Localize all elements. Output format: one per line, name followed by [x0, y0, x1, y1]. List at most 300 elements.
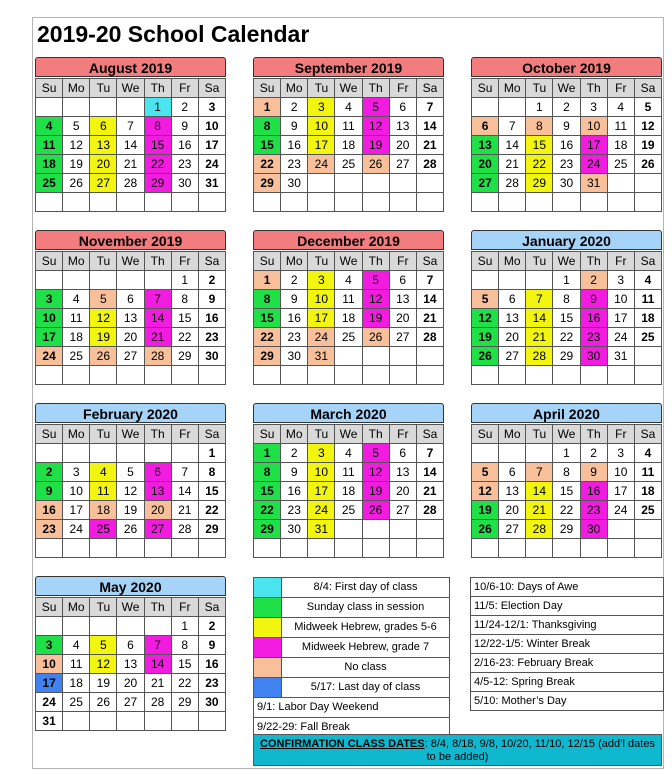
day-cell: 20: [390, 482, 417, 501]
day-cell: 4: [90, 463, 117, 482]
empty-cell: [472, 193, 499, 212]
day-cell: 28: [417, 501, 444, 520]
day-cell: 5: [363, 444, 390, 463]
empty-cell: [363, 539, 390, 558]
empty-cell: [90, 444, 117, 463]
day-cell: 13: [499, 482, 526, 501]
legend-label: Sunday class in session: [306, 601, 425, 613]
weekday-label: Th: [363, 425, 390, 444]
day-cell: 12: [635, 117, 662, 136]
empty-cell: [281, 366, 308, 385]
day-cell: 25: [63, 693, 90, 712]
day-cell: 1: [172, 617, 199, 636]
day-cell: 15: [172, 655, 199, 674]
day-cell: 16: [281, 482, 308, 501]
empty-cell: [553, 539, 580, 558]
day-cell: 30: [581, 347, 608, 366]
day-cell: 17: [36, 674, 63, 693]
empty-cell: [172, 539, 199, 558]
day-cell: 29: [172, 347, 199, 366]
month-grid: [253, 424, 444, 558]
empty-cell: [499, 539, 526, 558]
empty-cell: [117, 712, 144, 731]
weekday-label: Fr: [390, 425, 417, 444]
day-cell: 3: [308, 98, 335, 117]
day-cell: 18: [335, 136, 362, 155]
empty-cell: [635, 366, 662, 385]
empty-cell: [117, 617, 144, 636]
empty-cell: [499, 271, 526, 290]
day-cell: 28: [145, 347, 172, 366]
weekday-label: Mo: [499, 79, 526, 98]
empty-cell: [90, 539, 117, 558]
day-cell: 29: [254, 174, 281, 193]
day-cell: 6: [390, 444, 417, 463]
day-cell: 3: [608, 271, 635, 290]
day-cell: 5: [363, 271, 390, 290]
day-cell: 15: [553, 309, 580, 328]
day-cell: 11: [63, 655, 90, 674]
day-cell: 7: [417, 444, 444, 463]
empty-cell: [199, 193, 226, 212]
month-calendar: [35, 576, 226, 731]
day-cell: 21: [417, 482, 444, 501]
weekday-label: Sa: [635, 79, 662, 98]
day-cell: 8: [526, 117, 553, 136]
day-cell: 18: [90, 501, 117, 520]
day-cell: 7: [499, 117, 526, 136]
day-cell: 29: [199, 520, 226, 539]
day-cell: 11: [335, 463, 362, 482]
day-cell: 26: [363, 155, 390, 174]
weekday-label: Tu: [526, 79, 553, 98]
weekday-label: Sa: [199, 79, 226, 98]
day-cell: 22: [172, 674, 199, 693]
day-cell: 22: [172, 328, 199, 347]
month-calendar: [471, 57, 662, 212]
day-cell: 12: [363, 290, 390, 309]
day-cell: 30: [581, 520, 608, 539]
day-cell: 1: [254, 271, 281, 290]
empty-cell: [254, 366, 281, 385]
weekday-label: Su: [254, 425, 281, 444]
weekday-label: Tu: [90, 252, 117, 271]
empty-cell: [608, 193, 635, 212]
empty-cell: [254, 539, 281, 558]
day-cell: 2: [281, 444, 308, 463]
legend-note-text: 9/1: Labor Day Weekend: [257, 701, 379, 713]
day-cell: 28: [499, 174, 526, 193]
empty-cell: [117, 98, 144, 117]
day-cell: 5: [472, 290, 499, 309]
month-calendar: [471, 403, 662, 558]
day-cell: 25: [63, 347, 90, 366]
weekday-label: Th: [581, 425, 608, 444]
day-cell: 28: [117, 174, 144, 193]
weekday-label: Tu: [526, 252, 553, 271]
day-cell: 6: [390, 98, 417, 117]
legend-row: [254, 638, 450, 658]
day-cell: 25: [335, 155, 362, 174]
day-cell: 13: [117, 309, 144, 328]
day-cell: 3: [36, 636, 63, 655]
empty-cell: [63, 366, 90, 385]
empty-cell: [390, 347, 417, 366]
day-cell: 28: [526, 347, 553, 366]
day-cell: 9: [199, 290, 226, 309]
day-cell: 13: [472, 136, 499, 155]
day-cell: 8: [553, 290, 580, 309]
day-cell: 7: [417, 98, 444, 117]
weekday-label: We: [553, 425, 580, 444]
weekday-label: Mo: [499, 252, 526, 271]
weekday-label: Mo: [63, 425, 90, 444]
day-cell: 24: [36, 347, 63, 366]
month-title: November 2019: [35, 230, 226, 250]
weekday-label: We: [335, 252, 362, 271]
weekday-label: Su: [472, 79, 499, 98]
empty-cell: [63, 617, 90, 636]
day-cell: 29: [254, 347, 281, 366]
day-cell: 31: [199, 174, 226, 193]
day-cell: 17: [308, 309, 335, 328]
day-cell: 13: [390, 463, 417, 482]
weekday-label: Tu: [308, 79, 335, 98]
day-cell: 21: [145, 328, 172, 347]
day-cell: 11: [608, 117, 635, 136]
day-cell: 3: [199, 98, 226, 117]
weekday-label: Fr: [172, 598, 199, 617]
empty-cell: [499, 98, 526, 117]
empty-cell: [90, 271, 117, 290]
empty-cell: [90, 366, 117, 385]
empty-cell: [335, 174, 362, 193]
day-cell: 7: [526, 463, 553, 482]
day-cell: 26: [63, 174, 90, 193]
day-cell: 12: [63, 136, 90, 155]
day-cell: 17: [36, 328, 63, 347]
day-cell: 5: [363, 98, 390, 117]
day-cell: 31: [308, 347, 335, 366]
legend-swatch: [254, 578, 282, 597]
weekday-label: Th: [145, 598, 172, 617]
day-cell: 10: [36, 655, 63, 674]
weekday-label: We: [335, 425, 362, 444]
day-cell: 23: [553, 155, 580, 174]
day-cell: 17: [608, 309, 635, 328]
holiday-item: 2/16-23: February Break: [471, 654, 663, 673]
day-cell: 7: [417, 271, 444, 290]
legend-swatch: [254, 598, 282, 617]
day-cell: 6: [472, 117, 499, 136]
day-cell: 4: [335, 271, 362, 290]
month-grid: [35, 424, 226, 558]
day-cell: 1: [199, 444, 226, 463]
day-cell: 30: [199, 347, 226, 366]
day-cell: 1: [172, 271, 199, 290]
day-cell: 4: [635, 444, 662, 463]
day-cell: 10: [608, 463, 635, 482]
day-cell: 24: [608, 328, 635, 347]
empty-cell: [63, 271, 90, 290]
empty-cell: [199, 712, 226, 731]
day-cell: 2: [172, 98, 199, 117]
legend-label: No class: [344, 661, 387, 673]
day-cell: 21: [117, 155, 144, 174]
weekday-label: We: [117, 425, 144, 444]
empty-cell: [417, 347, 444, 366]
weekday-label: Fr: [608, 425, 635, 444]
day-cell: 20: [117, 328, 144, 347]
day-cell: 14: [526, 309, 553, 328]
weekday-label: Fr: [172, 425, 199, 444]
holiday-list: [470, 577, 664, 711]
day-cell: 20: [90, 155, 117, 174]
day-cell: 27: [472, 174, 499, 193]
day-cell: 19: [363, 309, 390, 328]
weekday-label: Fr: [172, 79, 199, 98]
day-cell: 8: [254, 290, 281, 309]
weekday-label: Fr: [608, 252, 635, 271]
day-cell: 14: [145, 655, 172, 674]
day-cell: 19: [63, 155, 90, 174]
month-grid: [253, 251, 444, 385]
legend-label: Midweek Hebrew, grades 5-6: [294, 621, 437, 633]
day-cell: 2: [199, 271, 226, 290]
day-cell: 25: [635, 328, 662, 347]
empty-cell: [145, 539, 172, 558]
day-cell: 11: [635, 290, 662, 309]
month-grid: [471, 78, 662, 212]
day-cell: 9: [199, 636, 226, 655]
day-cell: 21: [499, 155, 526, 174]
empty-cell: [36, 98, 63, 117]
empty-cell: [335, 520, 362, 539]
day-cell: 3: [36, 290, 63, 309]
legend-row: [254, 578, 450, 598]
day-cell: 14: [117, 136, 144, 155]
day-cell: 18: [608, 136, 635, 155]
day-cell: 12: [472, 482, 499, 501]
day-cell: 17: [63, 501, 90, 520]
empty-cell: [553, 193, 580, 212]
day-cell: 20: [390, 309, 417, 328]
weekday-label: Th: [145, 79, 172, 98]
month-title: September 2019: [253, 57, 444, 77]
weekday-label: Th: [363, 252, 390, 271]
empty-cell: [308, 539, 335, 558]
day-cell: 15: [199, 482, 226, 501]
weekday-label: Tu: [90, 79, 117, 98]
day-cell: 17: [308, 482, 335, 501]
empty-cell: [417, 520, 444, 539]
day-cell: 16: [199, 309, 226, 328]
day-cell: 10: [63, 482, 90, 501]
day-cell: 11: [63, 309, 90, 328]
empty-cell: [635, 174, 662, 193]
empty-cell: [472, 366, 499, 385]
empty-cell: [63, 98, 90, 117]
day-cell: 18: [63, 674, 90, 693]
empty-cell: [90, 193, 117, 212]
day-cell: 9: [281, 117, 308, 136]
day-cell: 23: [199, 674, 226, 693]
month-calendar: [35, 403, 226, 558]
day-cell: 27: [90, 174, 117, 193]
day-cell: 15: [172, 309, 199, 328]
empty-cell: [635, 193, 662, 212]
day-cell: 31: [608, 347, 635, 366]
day-cell: 5: [117, 463, 144, 482]
day-cell: 16: [281, 136, 308, 155]
day-cell: 31: [308, 520, 335, 539]
weekday-label: We: [553, 79, 580, 98]
empty-cell: [472, 271, 499, 290]
weekday-label: Th: [581, 79, 608, 98]
day-cell: 25: [335, 501, 362, 520]
day-cell: 8: [553, 463, 580, 482]
day-cell: 19: [635, 136, 662, 155]
day-cell: 5: [635, 98, 662, 117]
empty-cell: [117, 271, 144, 290]
day-cell: 16: [581, 482, 608, 501]
empty-cell: [363, 520, 390, 539]
day-cell: 1: [526, 98, 553, 117]
empty-cell: [308, 193, 335, 212]
empty-cell: [117, 444, 144, 463]
day-cell: 31: [581, 174, 608, 193]
day-cell: 2: [281, 98, 308, 117]
day-cell: 23: [281, 155, 308, 174]
month-title: May 2020: [35, 576, 226, 596]
day-cell: 3: [581, 98, 608, 117]
day-cell: 3: [308, 271, 335, 290]
day-cell: 4: [335, 98, 362, 117]
day-cell: 15: [254, 482, 281, 501]
empty-cell: [172, 366, 199, 385]
weekday-label: Mo: [281, 252, 308, 271]
day-cell: 9: [553, 117, 580, 136]
day-cell: 20: [117, 674, 144, 693]
day-cell: 30: [281, 174, 308, 193]
day-cell: 26: [472, 520, 499, 539]
empty-cell: [63, 193, 90, 212]
day-cell: 27: [117, 347, 144, 366]
day-cell: 9: [281, 463, 308, 482]
weekday-label: Th: [581, 252, 608, 271]
empty-cell: [417, 193, 444, 212]
empty-cell: [526, 366, 553, 385]
day-cell: 8: [145, 117, 172, 136]
legend-row: [254, 618, 450, 638]
day-cell: 9: [172, 117, 199, 136]
month-title: February 2020: [35, 403, 226, 423]
day-cell: 6: [117, 290, 144, 309]
day-cell: 4: [608, 98, 635, 117]
month-grid: [471, 251, 662, 385]
month-calendar: [35, 230, 226, 385]
empty-cell: [281, 539, 308, 558]
legend-note: [254, 698, 450, 718]
day-cell: 24: [608, 501, 635, 520]
legend-label: 8/4: First day of class: [313, 581, 418, 593]
empty-cell: [254, 193, 281, 212]
day-cell: 6: [145, 463, 172, 482]
empty-cell: [90, 617, 117, 636]
day-cell: 30: [281, 520, 308, 539]
day-cell: 23: [581, 328, 608, 347]
day-cell: 8: [199, 463, 226, 482]
day-cell: 14: [417, 463, 444, 482]
day-cell: 23: [199, 328, 226, 347]
weekday-label: Tu: [90, 425, 117, 444]
empty-cell: [145, 366, 172, 385]
day-cell: 11: [635, 463, 662, 482]
day-cell: 31: [36, 712, 63, 731]
day-cell: 3: [63, 463, 90, 482]
empty-cell: [499, 193, 526, 212]
day-cell: 10: [308, 463, 335, 482]
empty-cell: [390, 539, 417, 558]
empty-cell: [36, 193, 63, 212]
day-cell: 16: [199, 655, 226, 674]
empty-cell: [390, 193, 417, 212]
weekday-label: Fr: [390, 252, 417, 271]
empty-cell: [581, 193, 608, 212]
day-cell: 30: [199, 693, 226, 712]
weekday-label: Fr: [172, 252, 199, 271]
day-cell: 4: [63, 290, 90, 309]
day-cell: 13: [390, 117, 417, 136]
day-cell: 15: [526, 136, 553, 155]
day-cell: 5: [472, 463, 499, 482]
weekday-label: Su: [36, 425, 63, 444]
day-cell: 9: [581, 290, 608, 309]
legend-row: [254, 678, 450, 698]
month-calendar: [253, 57, 444, 212]
empty-cell: [363, 366, 390, 385]
month-grid: [471, 424, 662, 558]
day-cell: 2: [36, 463, 63, 482]
empty-cell: [117, 193, 144, 212]
day-cell: 12: [363, 463, 390, 482]
day-cell: 29: [526, 174, 553, 193]
empty-cell: [172, 193, 199, 212]
weekday-label: Mo: [499, 425, 526, 444]
day-cell: 9: [281, 290, 308, 309]
day-cell: 29: [172, 693, 199, 712]
weekday-label: We: [335, 79, 362, 98]
day-cell: 24: [308, 155, 335, 174]
legend: [253, 577, 450, 738]
day-cell: 24: [199, 155, 226, 174]
empty-cell: [145, 193, 172, 212]
day-cell: 7: [145, 290, 172, 309]
day-cell: 8: [172, 290, 199, 309]
empty-cell: [335, 193, 362, 212]
month-title: December 2019: [253, 230, 444, 250]
day-cell: 8: [172, 636, 199, 655]
day-cell: 30: [553, 174, 580, 193]
day-cell: 19: [117, 501, 144, 520]
empty-cell: [281, 193, 308, 212]
empty-cell: [472, 539, 499, 558]
weekday-label: Su: [36, 79, 63, 98]
legend-swatch: [254, 678, 282, 697]
day-cell: 10: [308, 117, 335, 136]
day-cell: 19: [472, 501, 499, 520]
legend-row: [254, 658, 450, 678]
